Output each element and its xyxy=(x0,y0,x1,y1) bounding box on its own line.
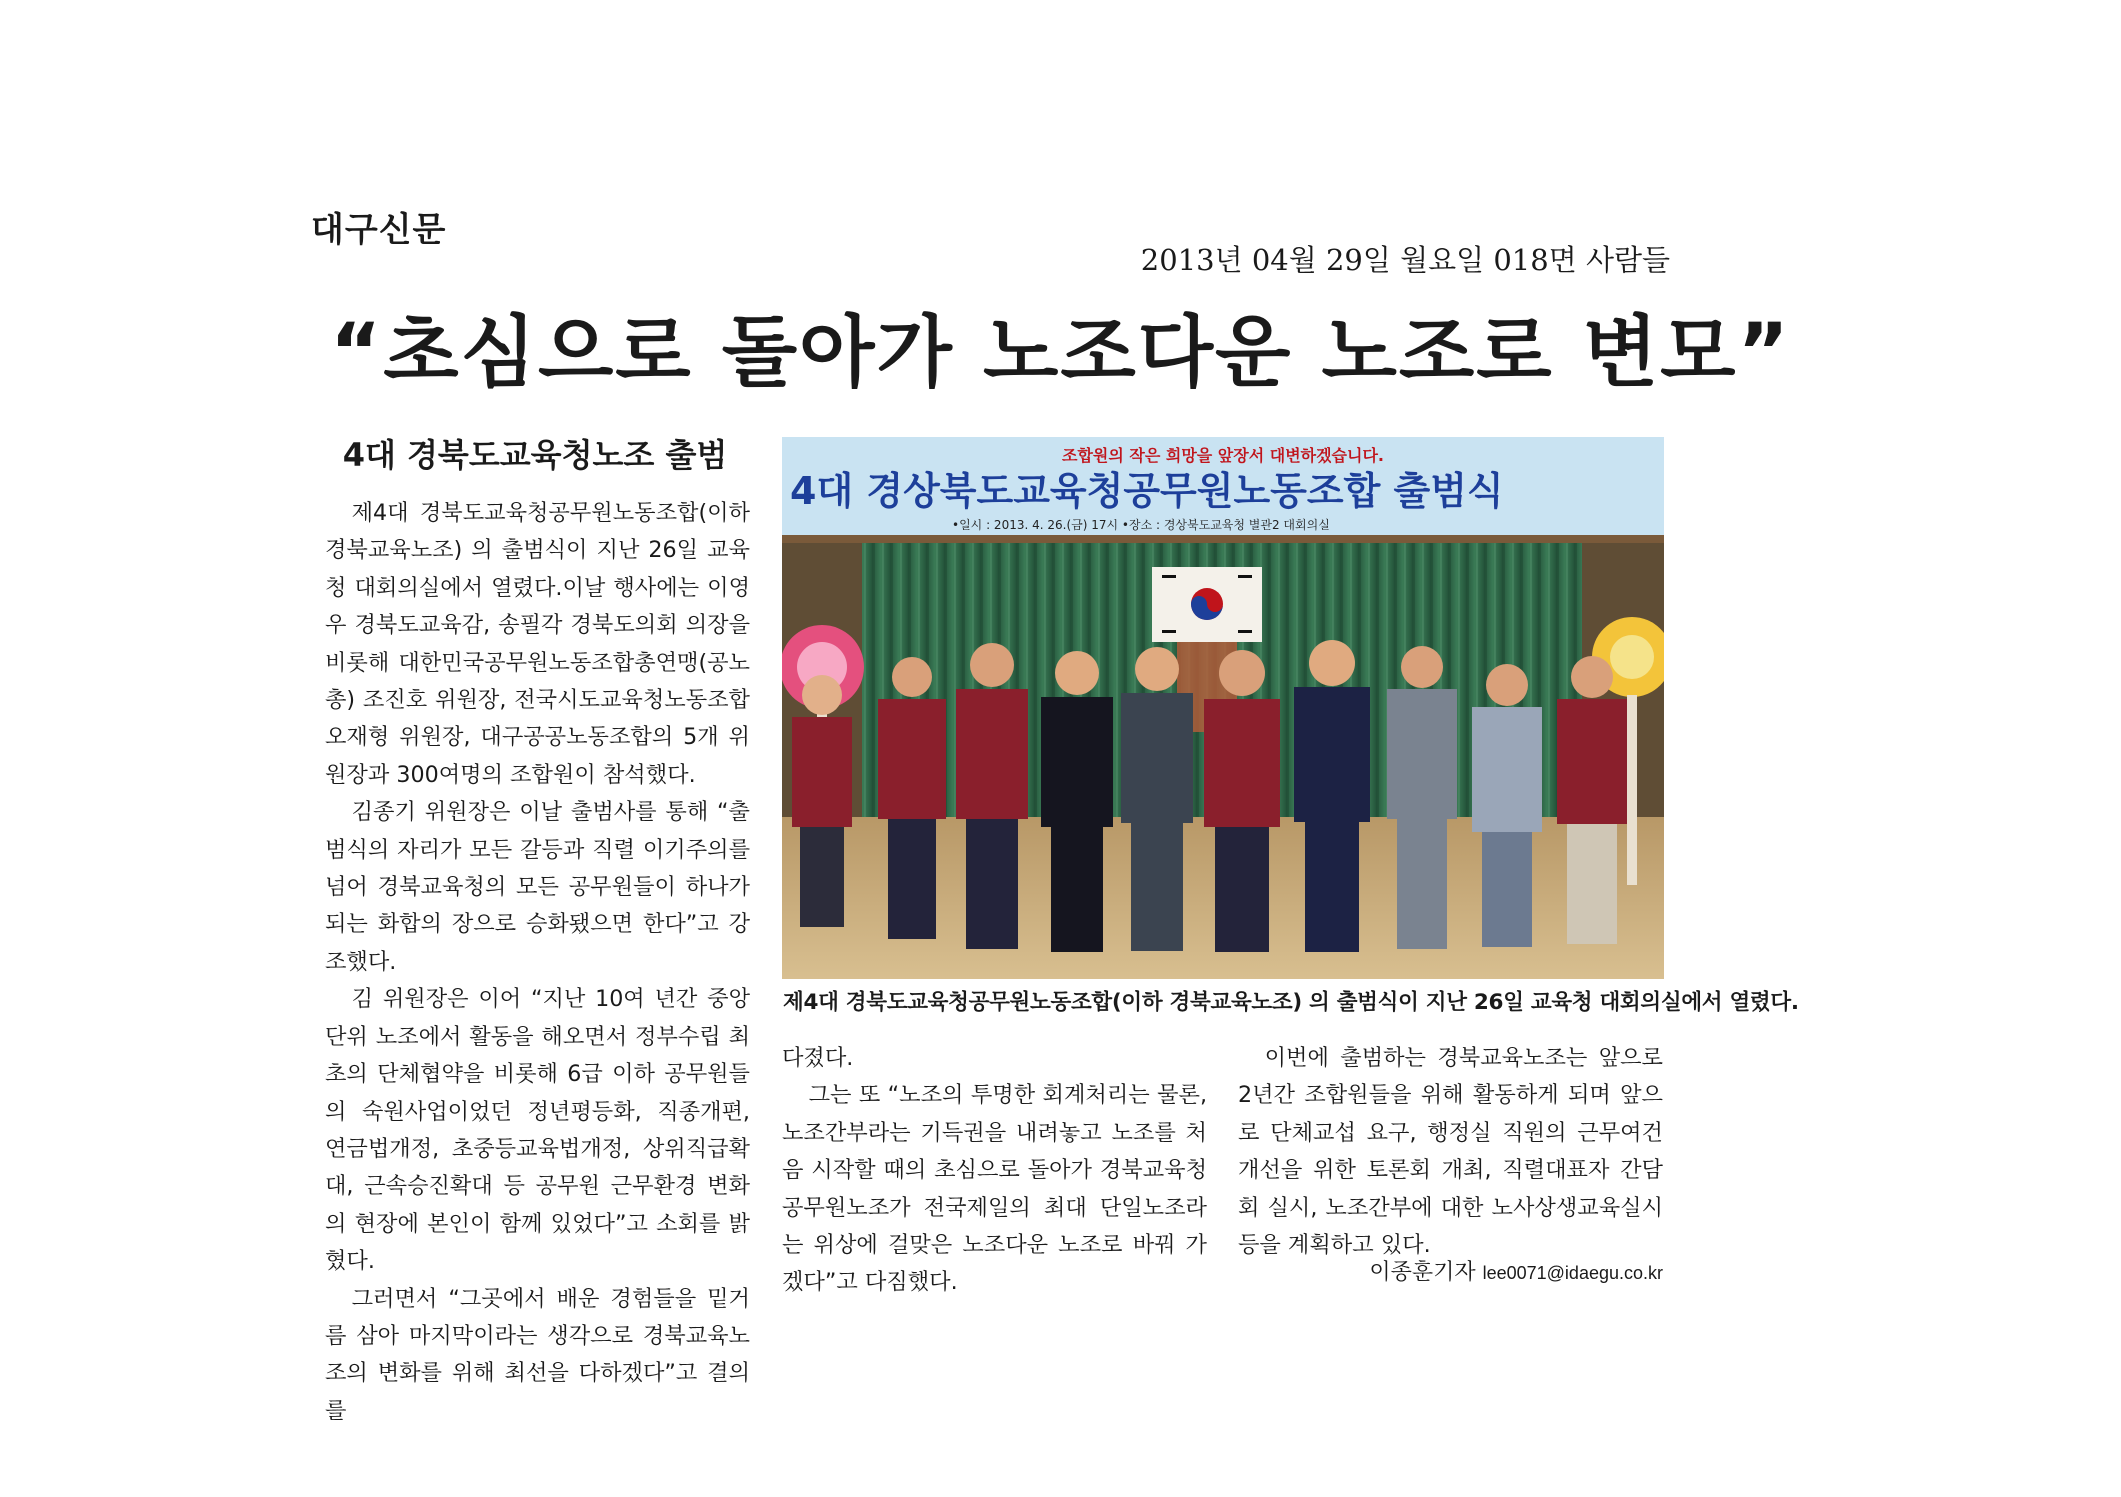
byline xyxy=(1300,1255,1663,1286)
newspaper-name: 대구신문 xyxy=(311,210,447,250)
photo-caption: 제4대 경북도교육청공무원노동조합(이하 경북교육노조) 의 출범식이 지난 26일 교육청 대회의실에서 열렸다. xyxy=(783,990,1799,1015)
paragraph: 김종기 위원장은 이날 출범사를 통해 “출범식의 자리가 모든 갈등과 직렬 이기주의를 넘어 경북교육청의 모든 공무원들이 하나가 되는 화합의 장으로 승화됐으면 한다”고 강조했다. xyxy=(325,799,750,975)
banner-small-text: 조합원의 작은 희망을 앞장서 대변하겠습니다. xyxy=(1061,446,1385,465)
paragraph: 제4대 경북도교육청공무원노동조합(이하 경북교육노조) 의 출범식이 지난 26일 교육청 대회의실에서 열렸다.이날 행사에는 이영우 경북도교육감, 송필각 경북도의회 의장을 비롯해 대한민국공무원노동조합총연맹(공노총) 조진호 위원장, 전국시도교육청노동조합 오재형 위원장, 대구공공노동조합의 5개 위원장과 300여명의 조합원이 참석했다. xyxy=(325,500,750,788)
headline: “초심으로 돌아가 노조다운 노조로 변모” xyxy=(330,308,1791,398)
article-column-2 xyxy=(782,1040,1207,1302)
paragraph: 이번에 출범하는 경북교육노조는 앞으로 2년간 조합원들을 위해 활동하게 되며 앞으로 단체교섭 요구, 행정실 직원의 근무여건 개선을 위한 토론회 개최, 직렬대표자 간담회 실시, 노조간부에 대한 노사상생교육실시 등을 계획하고 있다. xyxy=(1238,1045,1663,1259)
paragraph: 그는 또 “노조의 투명한 회계처리는 물론, 노조간부라는 기득권을 내려놓고 노조를 처음 시작할 때의 초심으로 돌아가 경북교육청공무원노조가 전국제일의 최대 단일노조라는 위상에 걸맞은 노조다운 노조로 바꿔 가겠다”고 다짐했다. xyxy=(782,1082,1207,1296)
article-column-3 xyxy=(1238,1040,1663,1264)
paragraph: 김 위원장은 이어 “지난 10여 년간 중앙단위 노조에서 활동을 해오면서 정부수립 최초의 단체협약을 비롯해 6급 이하 공무원들의 숙원사업이었던 정년평등화, 직종개편, 연금법개정, 초중등교육법개정, 상위직급확대, 근속승진확대 등 공무원 근무환경 변화의 현장에 본인이 함께 있었다”고 소회를 밝혔다. xyxy=(325,986,750,1275)
reporter-email: lee0071@idaegu.co.kr xyxy=(1482,1263,1663,1283)
reporter-name: 이종훈기자 xyxy=(1369,1260,1476,1285)
article-column-1 xyxy=(325,495,750,1430)
banner-info-text: •일시 : 2013. 4. 26.(금) 17시 •장소 : 경상북도교육청 별관2 대회의실 xyxy=(952,518,1330,532)
dateline: 2013년 04월 29일 월요일 018면 사람들 xyxy=(1140,243,1670,277)
paragraph: 다졌다. xyxy=(782,1045,854,1071)
event-photo xyxy=(782,437,1664,979)
banner-main-text: 4대 경상북도교육청공무원노동조합 출범식 xyxy=(790,469,1504,513)
paragraph: 그러면서 “그곳에서 배운 경험들을 밑거름 삼아 마지막이라는 생각으로 경북교육노조의 변화를 위해 최선을 다하겠다”고 결의를 xyxy=(325,1285,750,1424)
subheadline: 4대 경북도교육청노조 출범 xyxy=(342,436,728,474)
photo-illustration xyxy=(782,437,1664,979)
